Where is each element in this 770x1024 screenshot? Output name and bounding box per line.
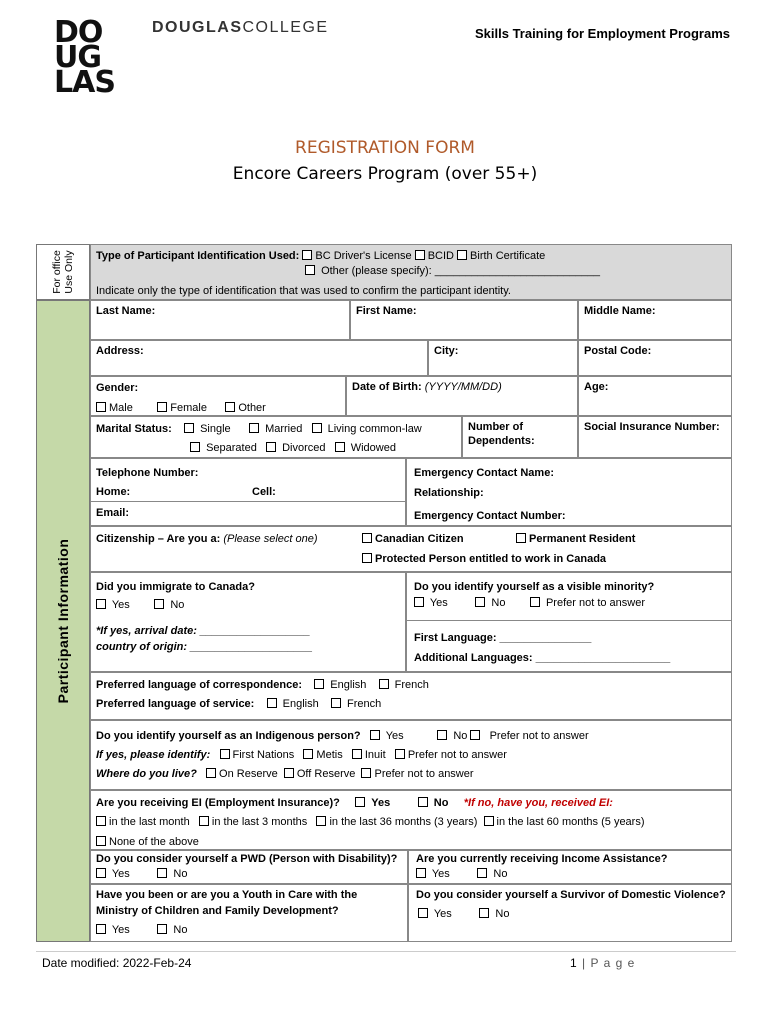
protected-label: Protected Person entitled to work in Canada	[375, 553, 607, 565]
birth-cert-label: Birth Certificate	[470, 250, 546, 262]
dv-q: Do you consider yourself a Survivor of Domestic Violence?	[416, 889, 726, 901]
ei-no-label: No	[433, 797, 449, 809]
sin-label: Social Insurance Number:	[584, 421, 720, 433]
first-nations-label: First Nations	[232, 749, 295, 761]
separated-checkbox[interactable]	[190, 442, 200, 452]
logo-line-2: UG	[54, 40, 101, 75]
dv-yes-label: Yes	[433, 908, 452, 920]
divorced-label: Divorced	[282, 442, 326, 454]
birth-cert-checkbox[interactable]	[457, 250, 467, 260]
separated-label: Separated	[206, 442, 257, 454]
douglas-logo-mark	[54, 15, 128, 100]
address-field[interactable]	[90, 340, 428, 376]
city-label: City:	[434, 345, 459, 357]
common-law-checkbox[interactable]	[312, 423, 322, 433]
program-header: Skills Training for Employment Programs	[474, 26, 730, 41]
id-row-2	[305, 264, 600, 278]
service-french-checkbox[interactable]	[331, 698, 341, 708]
ei-yes-checkbox[interactable]	[355, 797, 365, 807]
page-number	[570, 956, 635, 970]
youth-yes-checkbox[interactable]	[96, 924, 106, 934]
male-label: Male	[109, 402, 133, 414]
first-name-label: First Name:	[356, 305, 417, 317]
form-subtitle: Encore Careers Program (over 55+)	[232, 164, 538, 184]
additional-languages-field[interactable]: Additional Languages: ______________________	[414, 652, 671, 664]
immigrate-q: Did you immigrate to Canada?	[96, 581, 255, 593]
corr-french-label: French	[394, 679, 429, 691]
immigrate-options	[96, 598, 184, 612]
pwd-q: Do you consider yourself a PWD (Person with Disability)?	[96, 853, 398, 865]
ei-yes-label: Yes	[371, 797, 391, 809]
indigenous-row-1	[96, 729, 589, 743]
marital-row-1	[96, 422, 422, 436]
bcid-checkbox[interactable]	[415, 250, 425, 260]
page-word: P a g e	[590, 956, 636, 970]
widowed-label: Widowed	[350, 442, 396, 454]
ec-number-label: Emergency Contact Number:	[414, 510, 566, 522]
correspondence-label: Preferred language of correspondence:	[96, 679, 302, 691]
page-sep: |	[577, 956, 591, 970]
arrival-date-field[interactable]: *If yes, arrival date: __________________	[96, 625, 311, 637]
other-id-label: Other (please specify): ___________________________	[321, 265, 600, 277]
youth-no-checkbox[interactable]	[157, 924, 167, 934]
ei-none-checkbox[interactable]	[96, 836, 106, 846]
dob-format: (YYYY/MM/DD)	[424, 381, 502, 393]
citizenship-label	[96, 532, 318, 546]
middle-name-label: Middle Name:	[584, 305, 656, 317]
live-label: Where do you live?	[96, 768, 197, 780]
corr-french-checkbox[interactable]	[379, 679, 389, 689]
immigrate-no-label: No	[170, 599, 185, 611]
divorced-checkbox[interactable]	[266, 442, 276, 452]
service-english-label: English	[282, 698, 319, 710]
dv-yes-checkbox[interactable]	[418, 908, 428, 918]
indigenous-yes-label: Yes	[385, 730, 404, 742]
single-checkbox[interactable]	[184, 423, 194, 433]
citizenship-q: Citizenship – Are you a:	[96, 533, 221, 545]
id-row-1	[96, 249, 545, 263]
wordmark-light: COLLEGE	[242, 19, 329, 36]
service-row	[96, 697, 381, 711]
wordmark-bold: DOUGLAS	[152, 19, 243, 36]
indigenous-no-checkbox[interactable]	[437, 730, 447, 740]
city-field[interactable]	[428, 340, 578, 376]
ei-36m-checkbox[interactable]	[316, 816, 326, 826]
logo-line-1: DO	[54, 15, 103, 50]
gender-label-text: Gender:	[96, 382, 139, 394]
telephone-label: Telephone Number:	[96, 467, 199, 479]
minority-no-label: No	[491, 597, 506, 609]
ei-3m-checkbox[interactable]	[199, 816, 209, 826]
ei-q: Are you receiving EI (Employment Insurance)?	[96, 797, 340, 809]
country-origin-field[interactable]: country of origin: ____________________	[96, 641, 313, 653]
corr-english-label: English	[330, 679, 367, 691]
bcid-label: BCID	[427, 250, 454, 262]
postal-code-field[interactable]	[578, 340, 732, 376]
middle-name-field[interactable]	[578, 300, 732, 340]
ei-if-no-note: *If no, have you, received EI:	[463, 797, 613, 809]
minority-q: Do you identify yourself as a visible minority?	[414, 581, 655, 593]
service-label: Preferred language of service:	[96, 698, 255, 710]
permanent-checkbox[interactable]	[516, 533, 526, 543]
correspondence-row	[96, 678, 429, 692]
live-pref-checkbox[interactable]	[361, 768, 371, 778]
identify-pref-label: Prefer not to answer	[407, 749, 507, 761]
canadian-label: Canadian Citizen	[375, 533, 464, 545]
sin-field[interactable]	[578, 416, 732, 458]
off-reserve-checkbox[interactable]	[284, 768, 294, 778]
ia-no-checkbox[interactable]	[477, 868, 487, 878]
indigenous-q: Do you identify yourself as an Indigenous person?	[96, 730, 361, 742]
inuit-checkbox[interactable]	[352, 749, 362, 759]
indigenous-pref-checkbox[interactable]	[470, 730, 480, 740]
form-title: REGISTRATION FORM	[295, 138, 475, 158]
immigrate-yes-checkbox[interactable]	[96, 599, 106, 609]
home-phone-label: Home:	[96, 486, 131, 498]
dv-no-label: No	[495, 908, 510, 920]
canadian-option	[362, 532, 464, 546]
dv-no-checkbox[interactable]	[479, 908, 489, 918]
corr-english-checkbox[interactable]	[314, 679, 324, 689]
canadian-checkbox[interactable]	[362, 533, 372, 543]
ei-1m-label: in the last month	[109, 816, 190, 828]
female-checkbox[interactable]	[157, 402, 167, 412]
office-use-sidebar	[36, 244, 90, 300]
ei-row-3	[96, 835, 199, 849]
douglas-college-wordmark	[152, 19, 329, 37]
on-reserve-checkbox[interactable]	[206, 768, 216, 778]
ei-none-label: None of the above	[109, 836, 199, 848]
off-reserve-label: Off Reserve	[296, 768, 356, 780]
widowed-checkbox[interactable]	[335, 442, 345, 452]
contact-divider	[90, 501, 406, 502]
ia-yes-checkbox[interactable]	[416, 868, 426, 878]
youth-yes-label: Yes	[111, 924, 130, 936]
female-label: Female	[170, 402, 207, 414]
pwd-no-checkbox[interactable]	[157, 868, 167, 878]
married-label: Married	[265, 423, 303, 435]
ei-60m-label: in the last 60 months (5 years)	[496, 816, 645, 828]
citizenship-hint: (Please select one)	[223, 533, 318, 545]
ei-3m-label: in the last 3 months	[211, 816, 308, 828]
first-name-field[interactable]	[350, 300, 578, 340]
ei-no-checkbox[interactable]	[418, 797, 428, 807]
indigenous-row-3	[96, 767, 474, 781]
ia-q: Are you currently receiving Income Assistance?	[416, 853, 668, 865]
other-gender-checkbox[interactable]	[225, 402, 235, 412]
dependents-label: Number of Dependents:	[468, 421, 535, 447]
last-name-field[interactable]	[90, 300, 350, 340]
bc-license-label: BC Driver's License	[315, 250, 412, 262]
pwd-yes-label: Yes	[111, 868, 130, 880]
marital-label: Marital Status:	[96, 423, 172, 435]
ia-options	[416, 867, 507, 881]
indigenous-yes-checkbox[interactable]	[370, 730, 380, 740]
single-label: Single	[200, 423, 231, 435]
minority-yes-label: Yes	[429, 597, 448, 609]
youth-q-line-1: Have you been or are you a Youth in Care with the	[96, 889, 358, 901]
first-nations-checkbox[interactable]	[220, 749, 230, 759]
metis-label: Metis	[316, 749, 343, 761]
dependents-field[interactable]	[462, 416, 578, 458]
live-pref-label: Prefer not to answer	[374, 768, 474, 780]
postal-code-label: Postal Code:	[584, 345, 652, 357]
minority-yes-checkbox[interactable]	[414, 597, 424, 607]
ei-1m-checkbox[interactable]	[96, 816, 106, 826]
age-label: Age:	[584, 381, 609, 393]
other-id-checkbox[interactable]	[305, 265, 315, 275]
relationship-label: Relationship:	[414, 487, 484, 499]
protected-option	[362, 552, 606, 566]
id-note: Indicate only the type of identification that was used to confirm the participant identity.	[96, 285, 511, 297]
age-field[interactable]	[578, 376, 732, 416]
minority-pref-label: Prefer not to answer	[545, 597, 646, 609]
youth-no-label: No	[173, 924, 188, 936]
married-checkbox[interactable]	[249, 423, 259, 433]
minority-options	[414, 596, 645, 610]
immigrate-no-checkbox[interactable]	[154, 599, 164, 609]
bc-license-checkbox[interactable]	[302, 250, 312, 260]
last-name-label: Last Name:	[96, 305, 156, 317]
minority-pref-checkbox[interactable]	[530, 597, 540, 607]
dob-field[interactable]	[346, 376, 578, 416]
first-language-field[interactable]: First Language: _______________	[414, 632, 592, 644]
cell-phone-label: Cell:	[252, 486, 276, 498]
service-french-label: French	[347, 698, 382, 710]
office-line-1: For office	[51, 250, 63, 294]
id-label: Type of Participant Identification Used:	[96, 250, 300, 262]
inuit-label: Inuit	[364, 749, 386, 761]
pwd-options	[96, 867, 187, 881]
male-checkbox[interactable]	[96, 402, 106, 412]
footer-rule	[36, 951, 736, 952]
indigenous-pref-label: Prefer not to answer	[489, 730, 589, 742]
dob-label: Date of Birth:	[352, 381, 422, 393]
ei-36m-label: in the last 36 months (3 years)	[329, 816, 478, 828]
ia-no-label: No	[493, 868, 508, 880]
minority-divider	[406, 620, 732, 621]
page-num: 1	[570, 956, 578, 970]
logo-line-3: LAS	[54, 65, 115, 100]
indigenous-row-2	[96, 748, 507, 762]
identify-pref-checkbox[interactable]	[395, 749, 405, 759]
date-modified: Date modified: 2022-Feb-24	[42, 956, 192, 970]
ei-row-2	[96, 815, 645, 829]
pwd-yes-checkbox[interactable]	[96, 868, 106, 878]
immigrate-yes-label: Yes	[111, 599, 130, 611]
service-english-checkbox[interactable]	[267, 698, 277, 708]
gender-options	[96, 401, 266, 415]
ia-yes-label: Yes	[431, 868, 450, 880]
protected-checkbox[interactable]	[362, 553, 372, 563]
other-gender-label: Other	[238, 402, 266, 414]
permanent-label: Permanent Resident	[529, 533, 636, 545]
dv-options	[418, 907, 509, 921]
minority-no-checkbox[interactable]	[475, 597, 485, 607]
address-label: Address:	[96, 345, 144, 357]
common-law-label: Living common-law	[327, 423, 422, 435]
youth-options	[96, 923, 187, 937]
youth-q-line-2: Ministry of Children and Family Development?	[96, 905, 339, 917]
metis-checkbox[interactable]	[303, 749, 313, 759]
gender-label	[96, 381, 138, 395]
ei-60m-checkbox[interactable]	[484, 816, 494, 826]
office-line-2: Use Only	[63, 250, 75, 294]
identify-label: If yes, please identify:	[96, 749, 211, 761]
pwd-no-label: No	[173, 868, 188, 880]
marital-row-2	[190, 441, 396, 455]
participant-info-sidebar	[36, 300, 90, 942]
on-reserve-label: On Reserve	[219, 768, 278, 780]
ec-name-label: Emergency Contact Name:	[414, 467, 554, 479]
participant-info-label: Participant Information	[55, 538, 71, 704]
indigenous-no-label: No	[453, 730, 468, 742]
permanent-option	[516, 532, 635, 546]
email-label: Email:	[96, 507, 130, 519]
ei-row-1	[96, 796, 613, 810]
